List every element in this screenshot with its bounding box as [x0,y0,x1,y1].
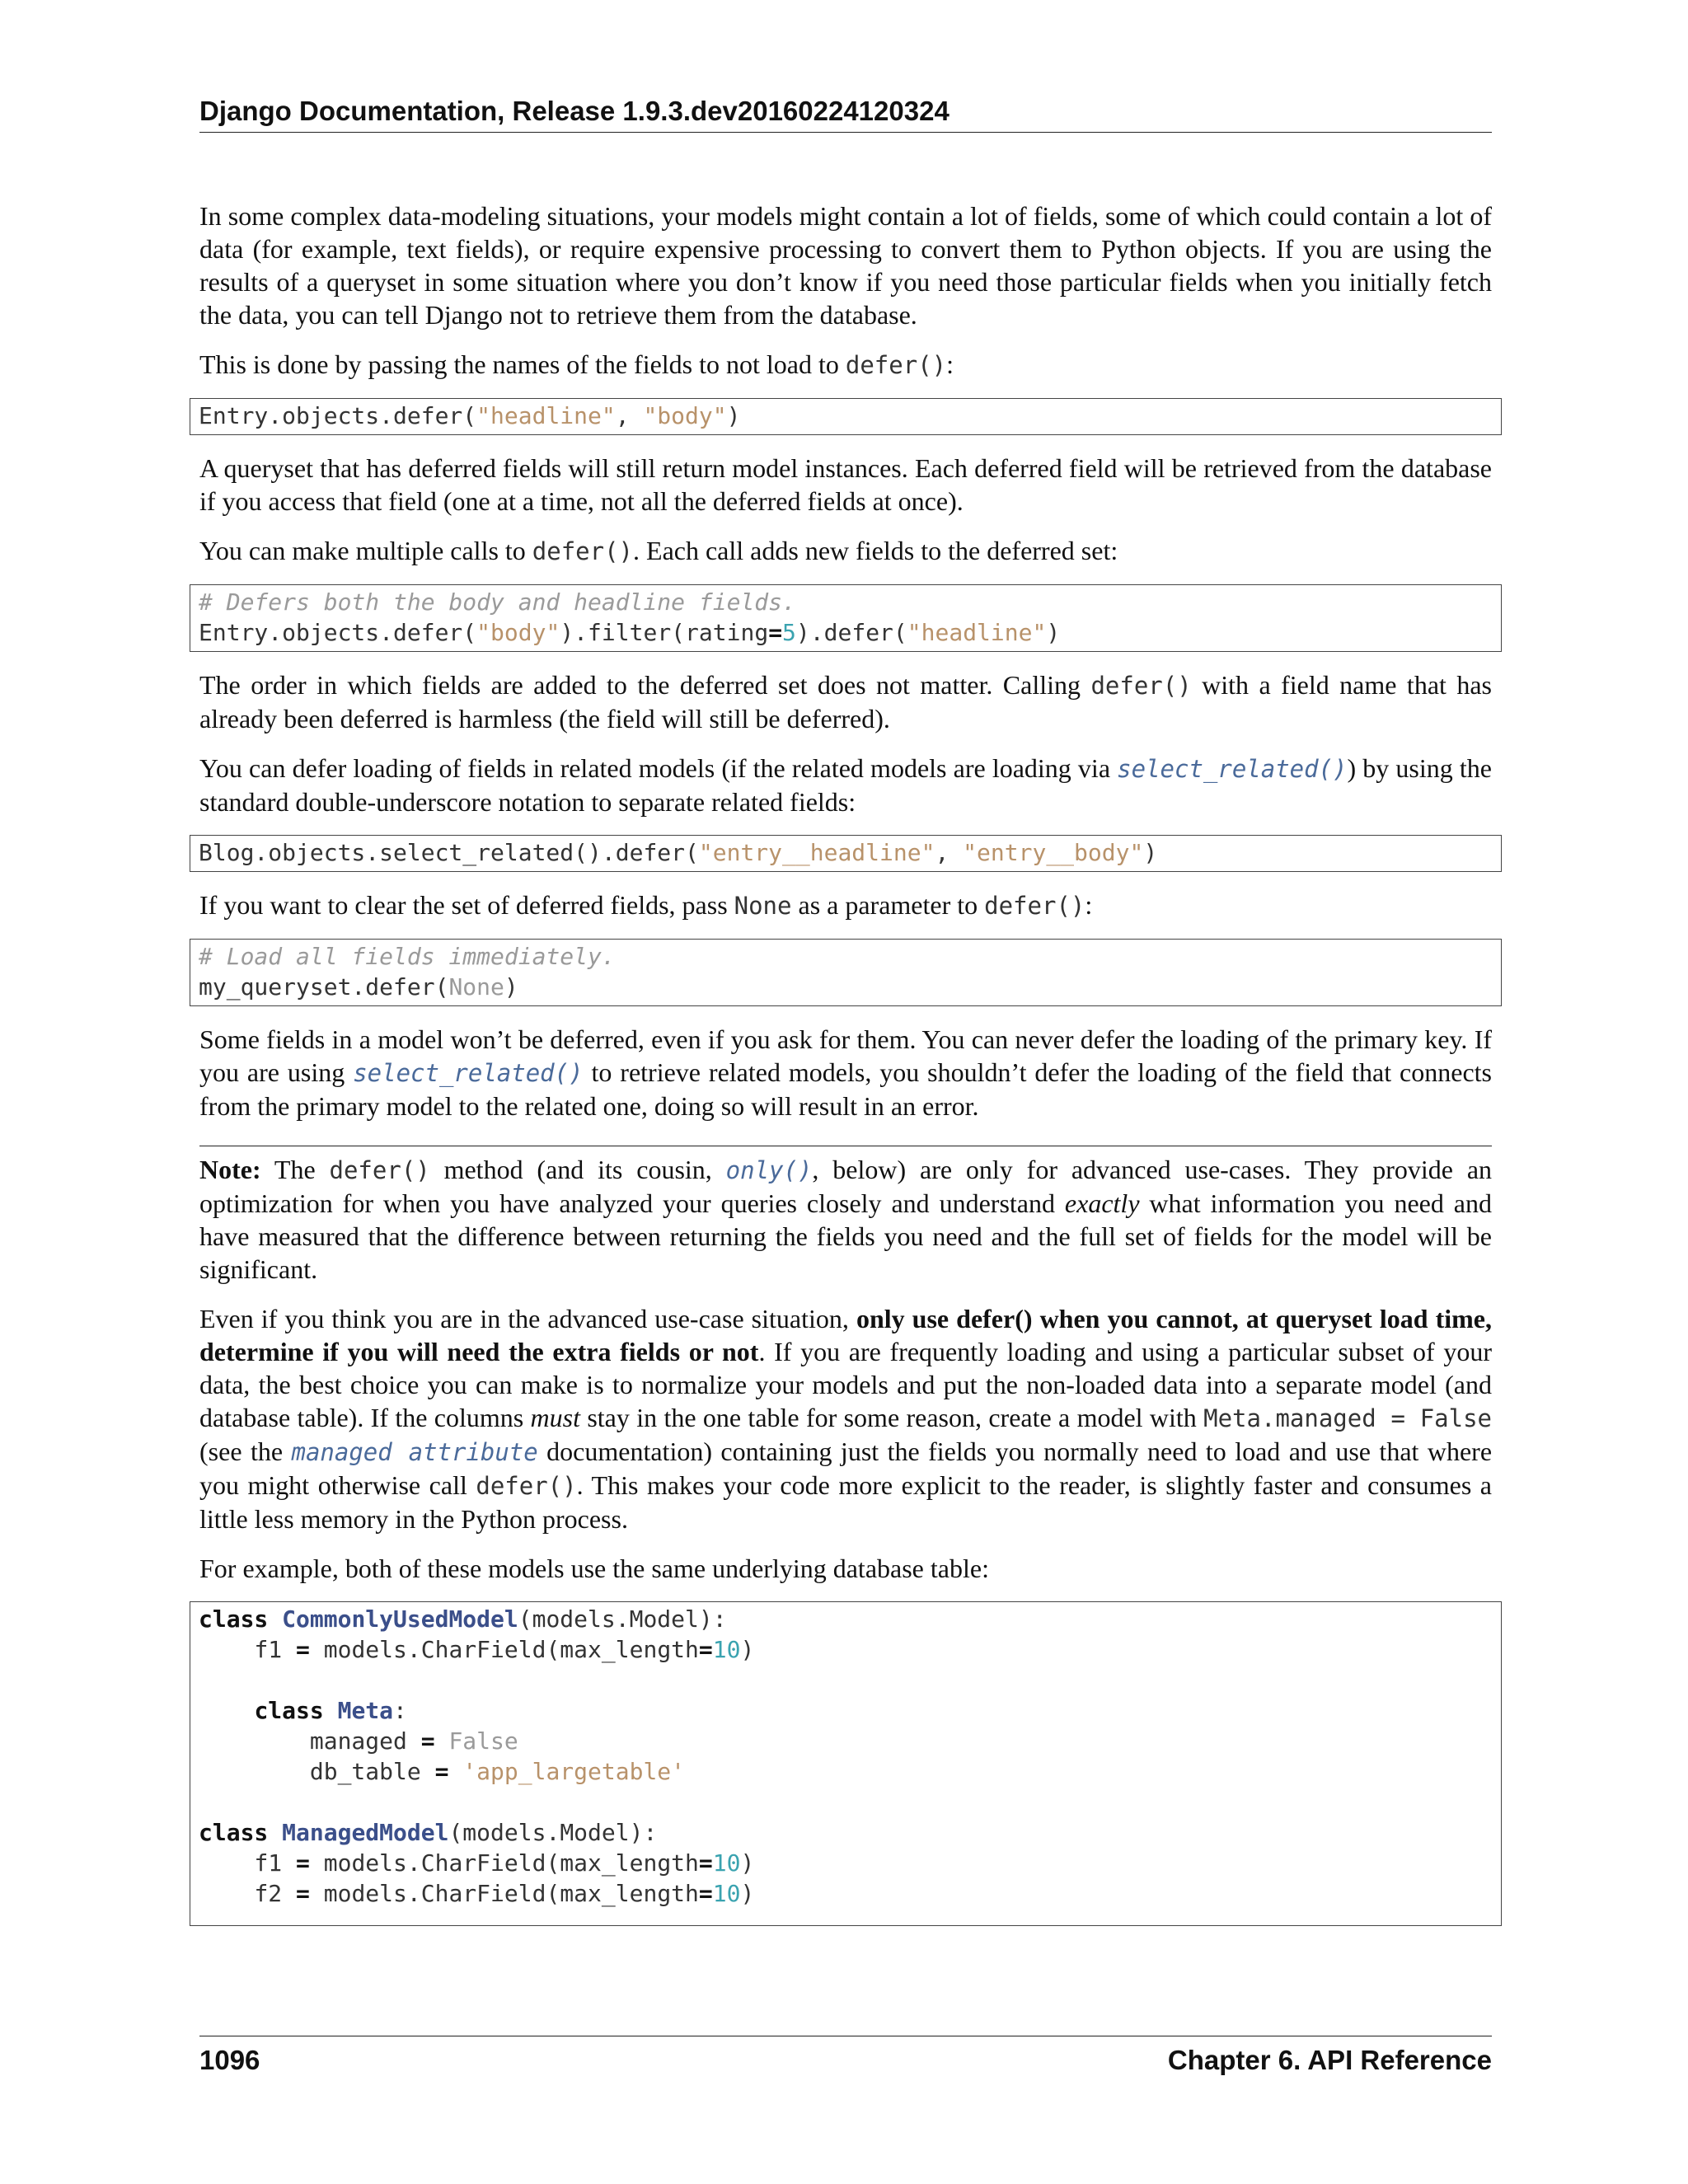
paragraph-intro: In some complex data-modeling situations, your models might contain a lot of fields, some of which could contain a lot of data (for example, text fields), or require expensive processing to convert them to Python objects. If you are using the results of a queryset in some situation where you don’t know if you need those particular fields when you initially fetch the data, you can tell Django not to retrieve them from the database. [199,201,1492,330]
paragraph-defer-usage: This is done by passing the names of the fields to not load to defer(): [199,349,954,379]
code-block-defer-basic: Entry.objects.defer("headline", "body") [190,398,1502,435]
inline-code-none: None [734,892,792,920]
paragraph-order: The order in which fields are added to the deferred set does not matter. Calling defer() with a field name that has already been deferred is harmless (the field will still be deferred). [199,670,1493,733]
inline-code-defer: defer() [1090,672,1192,700]
inline-code-defer: defer() [329,1156,430,1184]
code-block-related-defer: Blog.objects.select_related().defer("entry__headline", "entry__body") [190,835,1502,872]
inline-code-defer: defer() [476,1472,577,1500]
link-select-related[interactable]: select_related() [1117,755,1348,783]
inline-code-defer: defer() [845,351,947,379]
chapter-title: Chapter 6. API Reference [1167,2045,1492,2075]
paragraph-related-models: You can defer loading of fields in related models (if the related models are loading via select_related()) by using the standard double-underscore notation to separate related fields: [199,753,1493,817]
code-block-models: class CommonlyUsedModel(models.Model): f1 = models.CharField(max_length=10) class Meta: managed = False db_table = 'app_largetable' class ManagedModel(models.Model): f1 = models.CharField(max_length=10) f2 = models.CharField(max_length=10) [190,1601,1502,1926]
code-block-defer-none: # Load all fields immediately. my_queryset.defer(None) [190,939,1502,1006]
note-advanced-paragraph: Even if you think you are in the advanced use-case situation, only use defer() when you cannot, at queryset load time, determine if you will need the extra fields or not. If you are frequently loading and using a particular subset of your data, the best choice you can make is to normalize your models and put the non-loaded data into a separate model (and database table). If the columns must stay in the one table for some reason, create a model with Meta.managed = False (see the managed attribute documentation) containing just the fields you normally need to load and use that where you might otherwise call defer(). This makes your code more explicit to the reader, is slightly faster and consumes a little less memory in the Python process. [199,1304,1493,1534]
paragraph-multiple-calls: You can make multiple calls to defer(). Each call adds new fields to the deferred set: [199,536,1118,565]
paragraph-deferred-instances: A queryset that has deferred fields will still return model instances. Each deferred field will be retrieved from the database if you access that field (one at a time, not all the deferred fields at once). [199,453,1492,516]
header-title: Django Documentation, Release 1.9.3.dev20160224120324 [199,96,950,126]
link-select-related[interactable]: select_related() [353,1059,584,1087]
note-label: Note: [199,1155,261,1184]
inline-code-meta-managed: Meta.managed = False [1203,1404,1493,1432]
paragraph-clear-deferred: If you want to clear the set of deferred fields, pass None as a parameter to defer(): [199,890,1093,920]
link-managed-attribute[interactable]: managed attribute [291,1438,538,1466]
document-page [199,0,1492,2184]
page-number: 1096 [199,2045,260,2075]
code-block-chained-defer: # Defers both the body and headline fields. Entry.objects.defer("body").filter(rating=5).defer("headline") [190,584,1502,652]
page-header [199,91,1492,133]
inline-code-defer: defer() [984,892,1085,920]
paragraph-primary-key: Some fields in a model won’t be deferred, even if you ask for them. You can never defer the loading of the primary key. If you are using select_related() to retrieve related models, you shouldn’t defer the loading of the field that connects from the primary model to the related one, doing so will result in an error. [199,1024,1493,1121]
paragraph-example-intro: For example, both of these models use the same underlying database table: [199,1554,989,1583]
link-only[interactable]: only() [725,1156,813,1184]
page-content [199,199,1492,1943]
inline-code-defer: defer() [532,537,634,565]
note-paragraph: Note: The defer() method (and its cousin, only(), below) are only for advanced use-cases. They provide an optimization for when you have analyzed your queries closely and understand exactly what information you need and have measured that the difference between returning the fields you need and the full set of fields for the model will be significant. [199,1155,1493,1284]
page-footer [199,2036,1492,2076]
note-box [199,1146,1492,1926]
